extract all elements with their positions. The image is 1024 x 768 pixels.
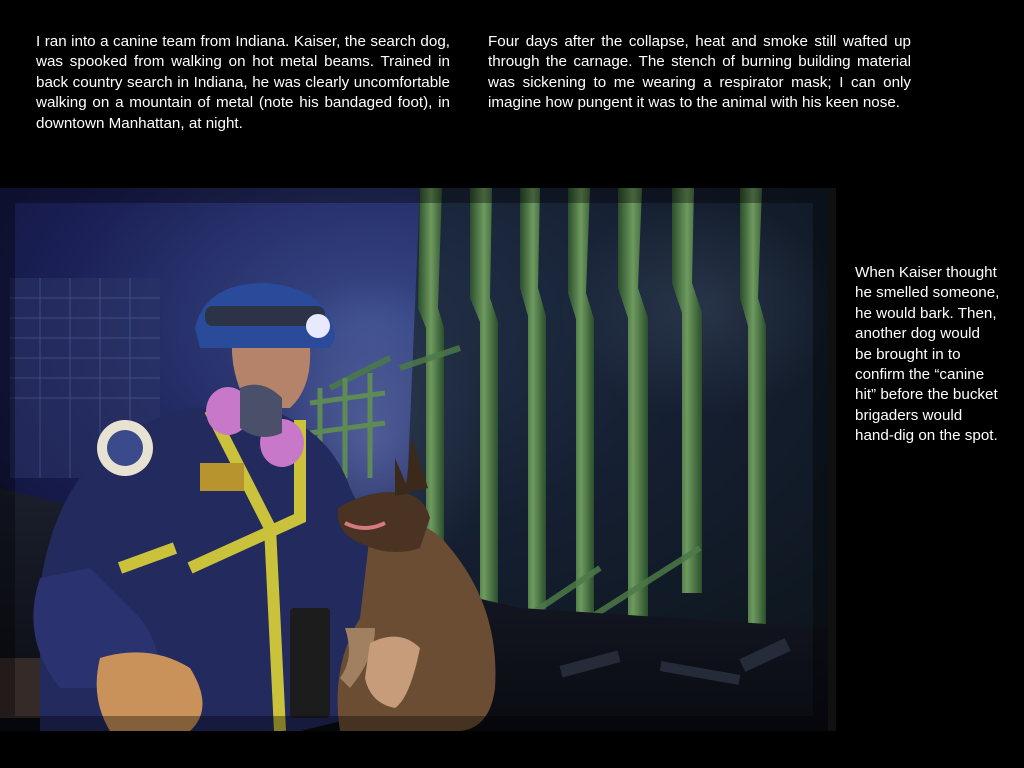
caption-side: When Kaiser thought he smelled someone, he would bark. Then, another dog would be brought in to confirm the “canine hit” before the bucket brigaders would hand-dig on the spot. xyxy=(855,264,1000,445)
photo-illustration xyxy=(0,188,828,731)
photo-rescuer-and-search-dog xyxy=(0,188,828,731)
headlamp xyxy=(306,314,330,338)
two-way-radio xyxy=(290,608,330,718)
photo-border-edge xyxy=(828,188,836,731)
caption-top-right: Four days after the collapse, heat and smoke still wafted up through the carnage. The stench of burning building material was sickening to me wearing a respirator mask; I can only imagine how pungent it was to the animal with his keen nose. xyxy=(488,33,911,112)
name-badge xyxy=(200,463,244,491)
caption-top-left: I ran into a canine team from Indiana. Kaiser, the search dog, was spooked from walking on hot metal beams. Trained in back country search in Indiana, he was clearly uncomfortable walking on a mountain of metal (note his bandaged foot), in downtown Manhattan, at night. xyxy=(36,33,450,132)
